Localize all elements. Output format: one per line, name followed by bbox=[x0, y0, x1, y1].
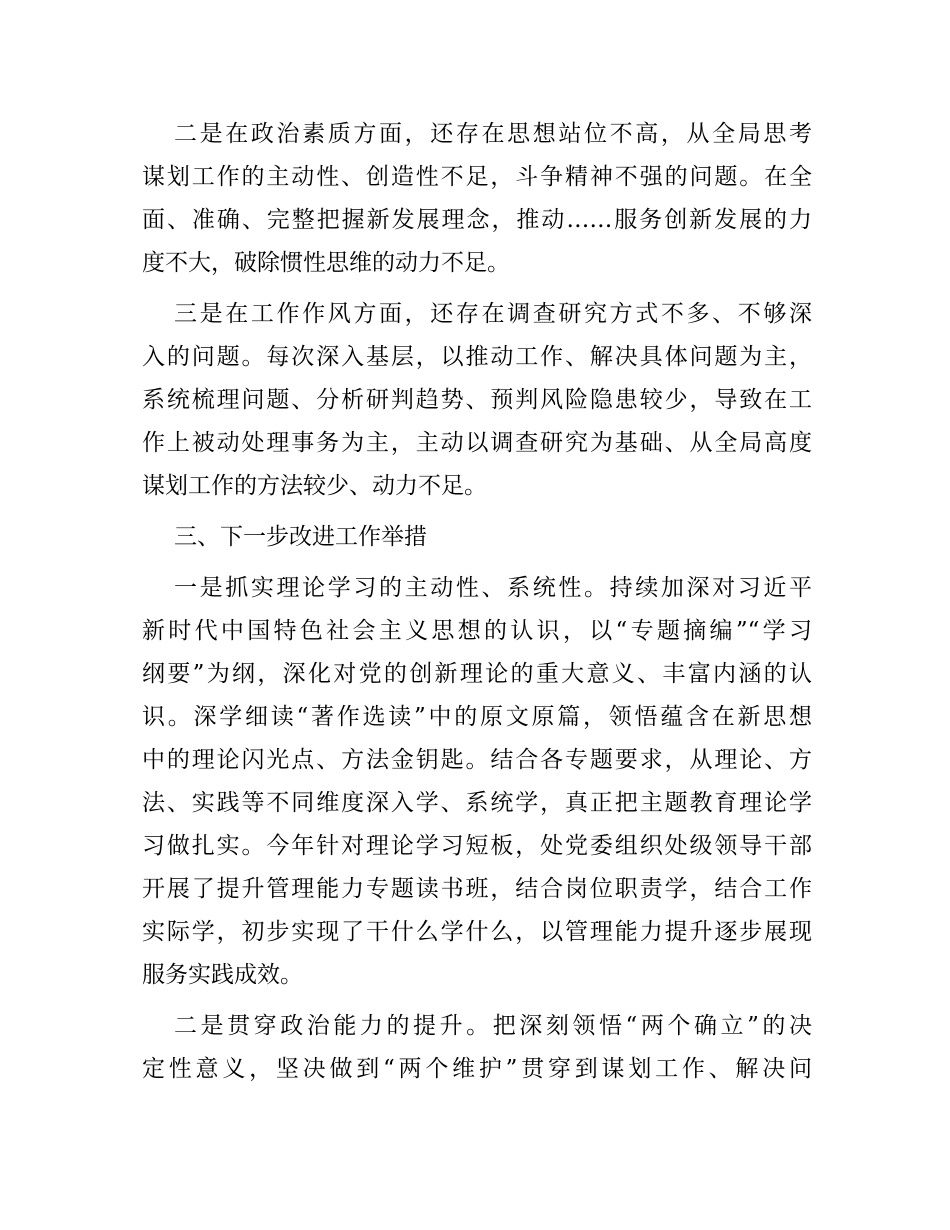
paragraph-line: 一是抓实理论学习的主动性、系统性。持续加深对习近平 bbox=[174, 575, 812, 601]
paragraph-line: 度不大，破除惯性思维的动力不足。 bbox=[142, 250, 510, 276]
paragraph-line: 服务实践成效。 bbox=[142, 962, 303, 988]
paragraph-line: 二是在政治素质方面，还存在思想站位不高，从全局思考 bbox=[174, 121, 812, 147]
paragraph-line: 面、准确、完整把握新发展理念，推动……服务创新发展的力 bbox=[142, 207, 812, 233]
paragraph-line: 三是在工作作风方面，还存在调查研究方式不多、不够深 bbox=[174, 301, 812, 327]
paragraph bbox=[142, 567, 812, 997]
paragraph-line: 谋划工作的主动性、创造性不足，斗争精神不强的问题。在全 bbox=[142, 164, 812, 190]
paragraph-line: 谋划工作的方法较少、动力不足。 bbox=[142, 473, 487, 499]
paragraph-line: 法、实践等不同维度深入学、系统学，真正把主题教育理论学 bbox=[142, 790, 812, 816]
paragraph-line: 习做扎实。今年针对理论学习短板，处党委组织处级领导干部 bbox=[142, 833, 812, 859]
paragraph-line: 实际学，初步实现了干什么学什么，以管理能力提升逐步展现 bbox=[142, 919, 812, 945]
paragraph-line: 作上被动处理事务为主，主动以调查研究为基础、从全局高度 bbox=[142, 430, 812, 456]
paragraph bbox=[142, 293, 812, 508]
paragraph bbox=[142, 1005, 812, 1091]
document-body bbox=[142, 113, 812, 1099]
heading-text: 三、下一步改进工作举措 bbox=[174, 524, 427, 550]
paragraph-line: 开展了提升管理能力专题读书班，结合岗位职责学，结合工作 bbox=[142, 876, 812, 902]
paragraph-line: 新时代中国特色社会主义思想的认识，以“专题摘编”“学习 bbox=[142, 618, 812, 644]
paragraph-line: 定性意义，坚决做到“两个维护”贯穿到谋划工作、解决问 bbox=[142, 1056, 812, 1082]
paragraph-line: 入的问题。每次深入基层，以推动工作、解决具体问题为主， bbox=[142, 344, 812, 370]
paragraph-line: 识。深学细读“著作选读”中的原文原篇，领悟蕴含在新思想 bbox=[142, 704, 812, 730]
paragraph bbox=[142, 113, 812, 285]
paragraph-line: 中的理论闪光点、方法金钥匙。结合各专题要求，从理论、方 bbox=[142, 747, 812, 773]
paragraph-line: 系统梳理问题、分析研判趋势、预判风险隐患较少，导致在工 bbox=[142, 387, 812, 413]
section-heading bbox=[142, 516, 812, 559]
paragraph-line: 二是贯穿政治能力的提升。把深刻领悟“两个确立”的决 bbox=[174, 1013, 812, 1039]
paragraph-line: 纲要”为纲，深化对党的创新理论的重大意义、丰富内涵的认 bbox=[142, 661, 812, 687]
